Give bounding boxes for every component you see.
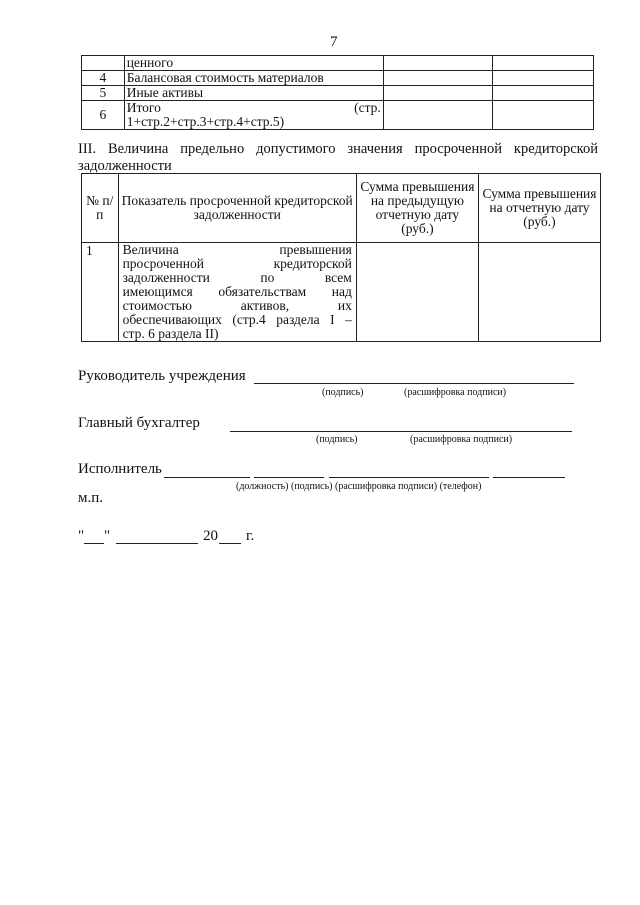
executor-name-line[interactable] <box>329 477 489 478</box>
caption-name: (расшифровка подписи) <box>410 434 513 445</box>
caption-signature: (подпись) <box>322 387 364 398</box>
date-open-quote: " <box>78 528 85 544</box>
itogo-ref-start: (стр. <box>354 100 381 115</box>
date-year-line[interactable] <box>219 543 241 544</box>
header-indicator: Показатель просроченной кредиторской задолженности <box>118 174 356 243</box>
row-number: 1 <box>82 243 119 342</box>
label-line: задолженности по всем <box>122 270 352 285</box>
row-label <box>124 101 383 130</box>
label-line: стоимостью активов, их <box>122 298 352 313</box>
value-cell <box>383 71 492 86</box>
caption-name: (расшифровка подписи) <box>404 387 507 398</box>
assets-table <box>81 55 594 130</box>
label-line: обеспечивающих (стр.4 раздела I – <box>122 312 352 327</box>
header-current-date: Сумма превышения на отчетную дату (руб.) <box>478 174 600 243</box>
date-year-prefix: 20 <box>203 528 218 544</box>
executor-position-line[interactable] <box>164 477 250 478</box>
page-number: 7 <box>330 34 338 50</box>
row-label: ценного <box>124 56 383 71</box>
table-row <box>82 101 594 130</box>
label-line: просроченной кредиторской <box>122 256 352 271</box>
caption-signature: (подпись) <box>316 434 358 445</box>
row-label: Иные активы <box>124 86 383 101</box>
table-row <box>82 71 594 86</box>
date-day-line[interactable] <box>84 543 104 544</box>
row-number <box>82 56 125 71</box>
value-cell <box>492 71 593 86</box>
date-close-quote: " <box>104 528 111 544</box>
label-line: имеющимся обязательствам над <box>122 284 352 299</box>
value-cell <box>492 56 593 71</box>
table-header-row <box>82 174 601 243</box>
row-label: Балансовая стоимость материалов <box>124 71 383 86</box>
row-label <box>118 243 356 342</box>
overdue-table <box>81 173 601 342</box>
value-cell <box>383 56 492 71</box>
table-row <box>82 243 601 342</box>
stamp-place: м.п. <box>78 490 104 506</box>
accountant-label: Главный бухгалтер <box>78 415 200 431</box>
executor-phone-line[interactable] <box>493 477 565 478</box>
date-year-suffix: г. <box>246 528 255 544</box>
label-line: Величина превышения <box>122 242 352 257</box>
accountant-signature-line[interactable] <box>230 431 572 432</box>
executor-caption: (должность) (подпись) (расшифровка подписи) (телефон) <box>236 481 482 492</box>
itogo-label: Итого <box>126 100 161 115</box>
table-row <box>82 86 594 101</box>
value-cell <box>356 243 478 342</box>
label-line: стр. 6 раздела II) <box>122 326 219 341</box>
executor-signature-line[interactable] <box>254 477 324 478</box>
value-cell <box>492 86 593 101</box>
row-number: 6 <box>82 101 125 130</box>
head-signature-line[interactable] <box>254 383 574 384</box>
section-title: III. Величина предельно допустимого значения просроченной кредиторской задолженности <box>78 141 598 174</box>
header-num: № п/п <box>82 174 119 243</box>
head-label: Руководитель учреждения <box>78 368 246 384</box>
value-cell <box>383 101 492 130</box>
value-cell <box>478 243 600 342</box>
date-month-line[interactable] <box>116 543 198 544</box>
table-row <box>82 56 594 71</box>
row-number: 5 <box>82 86 125 101</box>
itogo-ref: 1+стр.2+стр.3+стр.4+стр.5) <box>126 114 285 129</box>
header-prev-date: Сумма превышения на предыдущую отчетную дату (руб.) <box>356 174 478 243</box>
row-number: 4 <box>82 71 125 86</box>
value-cell <box>492 101 593 130</box>
value-cell <box>383 86 492 101</box>
executor-label: Исполнитель <box>78 461 162 477</box>
